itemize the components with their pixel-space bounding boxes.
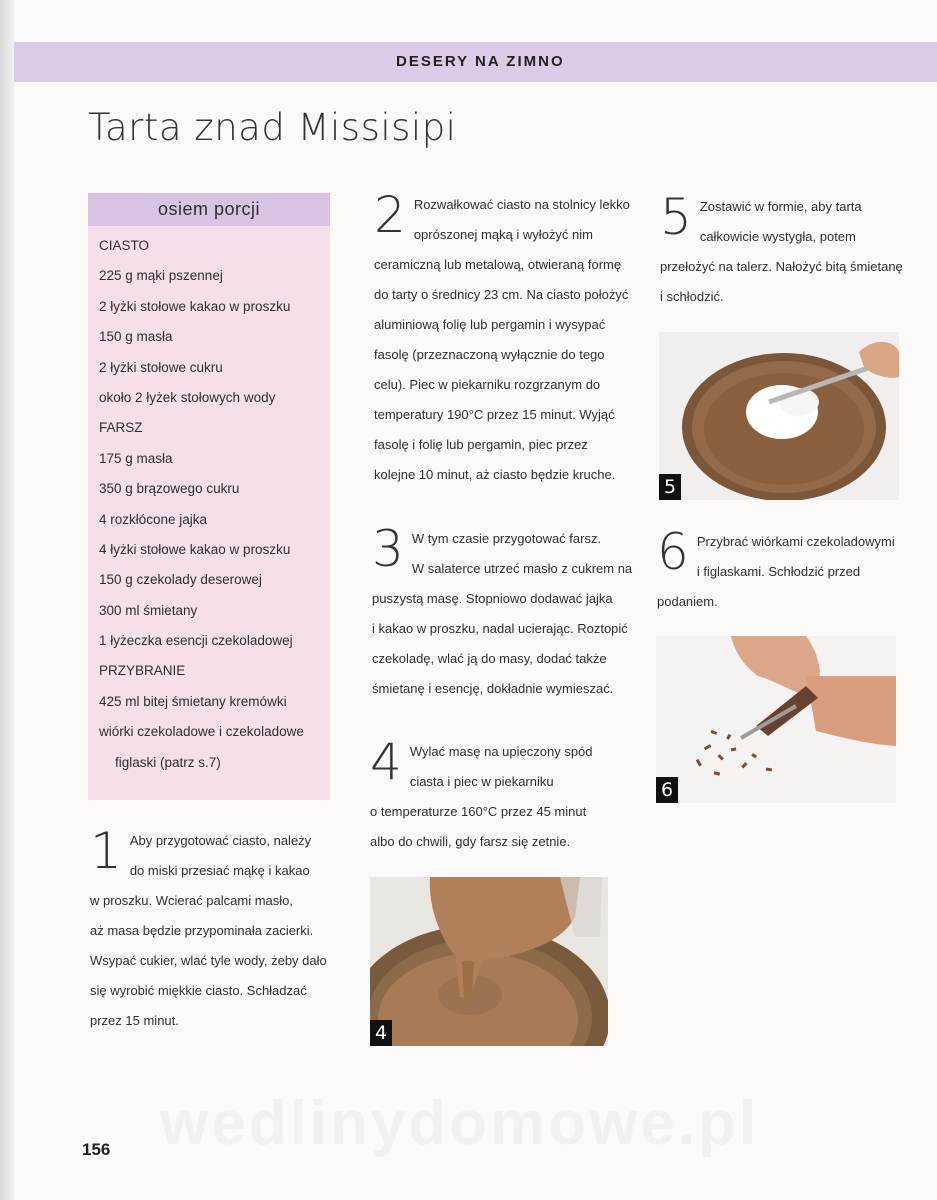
ingredient-item: 150 g czekolady deserowej [99,572,262,588]
step-line: podaniem. [657,594,718,609]
page-binding-edge [0,0,14,1200]
step-line: Wylać masę na upieczony spód [409,744,593,759]
spreading-cream-image [659,332,899,500]
step-line: ciasta i piec w piekarniku [409,774,554,789]
pouring-filling-image [370,877,608,1046]
step-line: i figlaskami. Schłodzić przed [696,564,861,579]
photo-label: 4 [370,1020,392,1046]
step-line: czekoladę, wlać ją do masy, dodać także [372,651,607,666]
recipe-title: Tarta znad Missisipi [88,106,457,149]
step-line: do tarty o średnicy 23 cm. Na ciasto położyć [374,287,629,302]
photo-step-6 [656,636,896,803]
ingredient-item: 2 łyżki stołowe kakao w proszku [99,298,291,314]
step-line: celu). Piec w piekarniku rozgrzanym do [374,377,601,392]
step-number: 3 [372,520,404,578]
ingredient-heading-garnish: PRZYBRANIE [99,663,186,679]
step-line: Zostawić w formie, aby tarta [699,199,862,214]
step-number: 5 [660,188,692,246]
ingredient-item: 150 g masła [99,329,173,345]
ingredient-item: 1 łyżeczka esencji czekoladowej [99,633,293,649]
step-line: oprószonej mąką i wyłożyć nim [413,227,593,242]
page-number: 156 [82,1140,111,1159]
step-line: Przybrać wiórkami czekoladowymi [696,534,895,549]
servings-band [88,193,330,226]
step-line: przełożyć na talerz. Nałożyć bitą śmietanę [660,259,903,274]
step-line: przez 15 minut. [90,1013,179,1028]
step-line: ceramiczną lub metalową, otwieraną formę [374,257,622,272]
step-line: i kakao w proszku, nadal ucierając. Roztopić [372,621,628,636]
ingredient-item: 4 rozkłócone jajka [99,511,208,527]
step-line: o temperaturze 160°C przez 45 minut [370,804,587,819]
step-line: i schłodzić. [660,289,724,304]
photo-label: 5 [659,474,681,500]
step-line: śmietanę i esencję, dokładnie wymieszać. [372,681,614,696]
step-line: do miski przesiać mąkę i kakao [129,863,310,878]
ingredient-heading-filling: FARSZ [99,420,143,436]
watermark-text: wedlinydomowe.pl [160,1089,760,1158]
step-line: temperatury 190°C przez 15 minut. Wyjąć [374,407,615,422]
ingredient-item: 300 ml śmietany [99,602,198,618]
step-line: całkowicie wystygła, potem [699,229,856,244]
ingredient-item: figlaski (patrz s.7) [115,754,221,770]
step-6 [657,523,907,617]
step-line: albo do chwili, gdy farsz się zetnie. [370,834,571,849]
step-number: 6 [657,523,689,581]
step-line: W salaterce utrzeć masło z cukrem na [411,561,633,576]
step-line: Rozwałkować ciasto na stolnicy lekko [413,197,630,212]
step-3 [372,520,634,704]
step-line: w proszku. Wcierać palcami masło, [90,893,293,908]
ingredient-item: około 2 łyżek stołowych wody [99,389,276,405]
step-1 [90,822,340,1036]
step-line: fasolę i folię lub pergamin, piec przez [374,437,588,452]
ingredient-list [99,236,325,783]
step-line: Wsypać cukier, wlać tyle wody, żeby dało [90,953,327,968]
ingredient-item: 2 łyżki stołowe cukru [99,359,223,375]
step-number: 1 [90,822,122,880]
ingredient-item: 225 g mąki pszennej [99,268,223,284]
step-line: fasolę (przeznaczoną wyłącznie do tego [374,347,605,362]
ingredient-item: 425 ml bitej śmietany kremówki [99,693,287,709]
step-line: W tym czasie przygotować farsz. [411,531,602,546]
photo-step-5 [659,332,899,500]
photo-label: 6 [656,777,678,803]
step-line: Aby przygotować ciasto, należy [129,833,312,848]
step-line: się wyrobić miękkie ciasto. Schładzać [90,983,307,998]
step-number: 4 [370,733,402,791]
step-number: 2 [374,186,406,244]
servings-label: osiem porcji [157,199,261,219]
ingredient-item: 175 g masła [99,450,173,466]
ingredient-heading-dough: CIASTO [99,238,150,253]
photo-step-4 [370,877,608,1046]
step-line: puszystą masę. Stopniowo dodawać jajka [372,591,613,606]
step-5 [660,188,910,312]
section-title: DESERY NA ZIMNO [396,53,565,70]
step-2 [374,186,636,490]
ingredient-item: 350 g brązowego cukru [99,481,240,497]
step-4 [370,733,632,857]
ingredient-item: 4 łyżki stołowe kakao w proszku [99,541,291,557]
step-line: aż masa będzie przypominała zacierki. [90,923,314,938]
step-line: kolejne 10 minut, aż ciasto będzie kruche. [374,467,616,482]
chocolate-curls-image [656,636,896,803]
step-line: aluminiową folię lub pergamin i wysypać [374,317,606,332]
ingredient-item: wiórki czekoladowe i czekoladowe [99,724,304,740]
